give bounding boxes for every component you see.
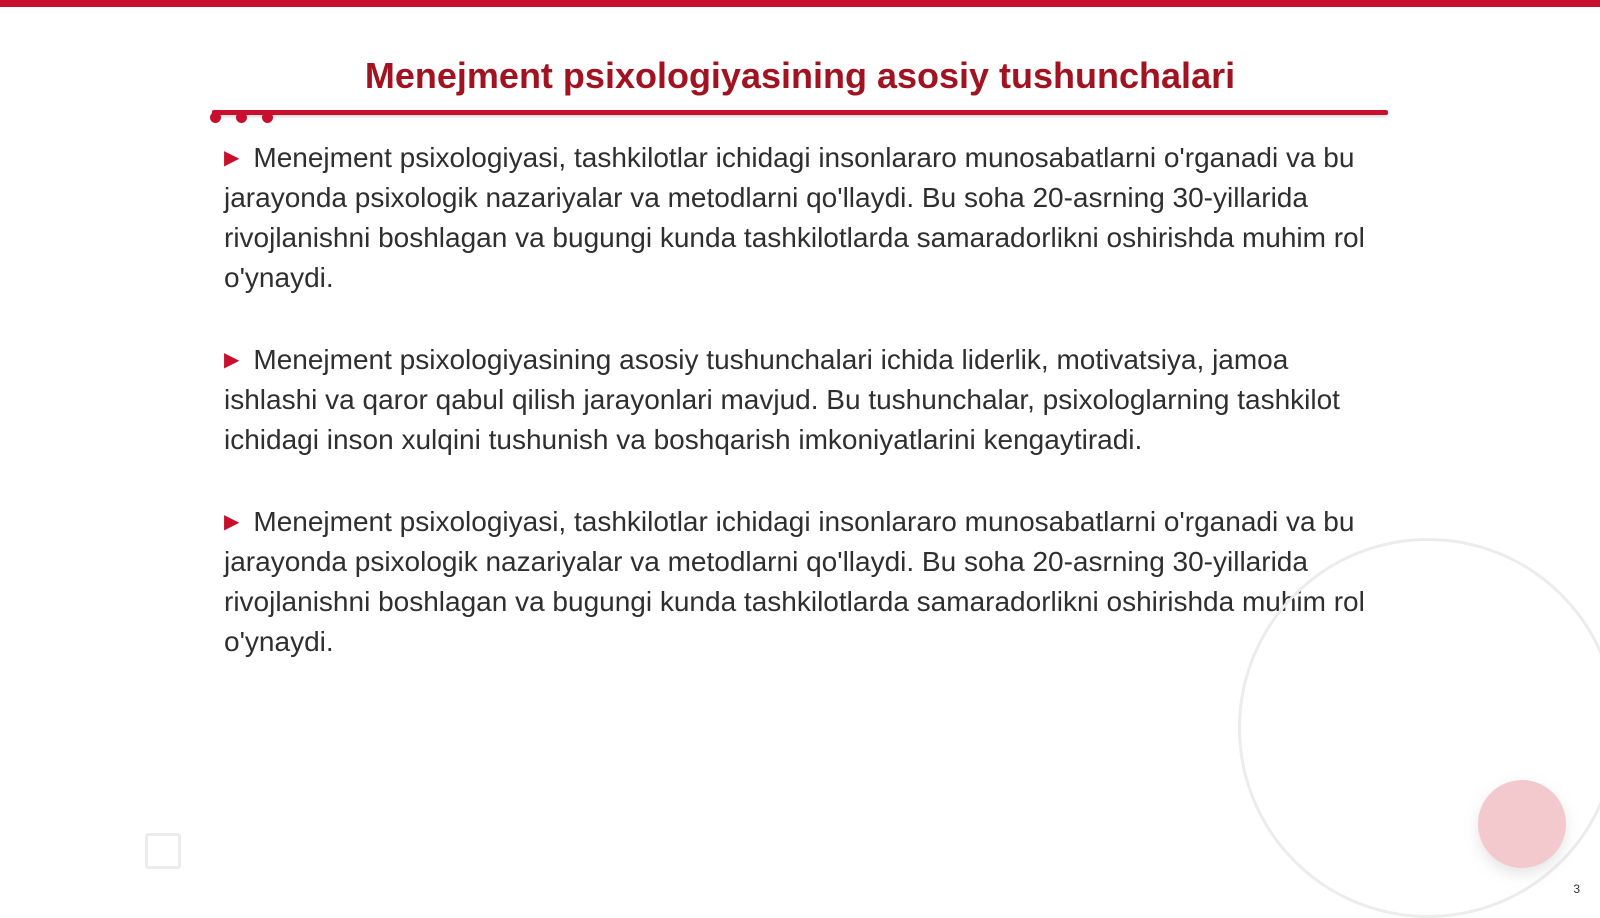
bullet-item — [224, 138, 1374, 298]
slide-title: Menejment psixologiyasining asosiy tushunchalari — [364, 55, 1236, 96]
decorative-dot — [236, 112, 247, 123]
bullet-item — [224, 340, 1374, 460]
top-accent-bar — [0, 0, 1600, 7]
decorative-square — [145, 833, 181, 869]
decorative-dot — [262, 112, 273, 123]
bullet-text: Menejment psixologiyasi, tashkilotlar ichidagi insonlararo munosabatlarni o'rganadi va bu jarayonda psixologik nazariyalar va metodlarni qo'llaydi. Bu soha 20-asrning 30-yillarida rivojlanishni boshlagan va bugungi kunda tashkilotlarda samaradorlikni oshirishda muhim rol o'ynaydi. — [224, 142, 1365, 293]
title-underline — [212, 110, 1388, 115]
bullet-text: Menejment psixologiyasining asosiy tushunchalari ichida liderlik, motivatsiya, jamoa ishlashi va qaror qabul qilish jarayonlari mavjud. Bu tushunchalar, psixologlarning tashkilot ichidagi inson xulqini tushunish va boshqarish imkoniyatlarini kengaytiradi. — [224, 344, 1340, 455]
decorative-pink-circle — [1478, 780, 1566, 868]
page-number: 3 — [1573, 882, 1580, 896]
triangle-bullet-icon: ▶ — [224, 147, 240, 169]
triangle-bullet-icon: ▶ — [224, 349, 240, 371]
bullet-item — [224, 502, 1374, 662]
bullet-text: Menejment psixologiyasi, tashkilotlar ichidagi insonlararo munosabatlarni o'rganadi va bu jarayonda psixologik nazariyalar va metodlarni qo'llaydi. Bu soha 20-asrning 30-yillarida rivojlanishni boshlagan va bugungi kunda tashkilotlarda samaradorlikni oshirishda muhim rol o'ynaydi. — [224, 506, 1365, 657]
bullet-list — [224, 138, 1374, 704]
decorative-dot — [210, 112, 221, 123]
triangle-bullet-icon: ▶ — [224, 511, 240, 533]
